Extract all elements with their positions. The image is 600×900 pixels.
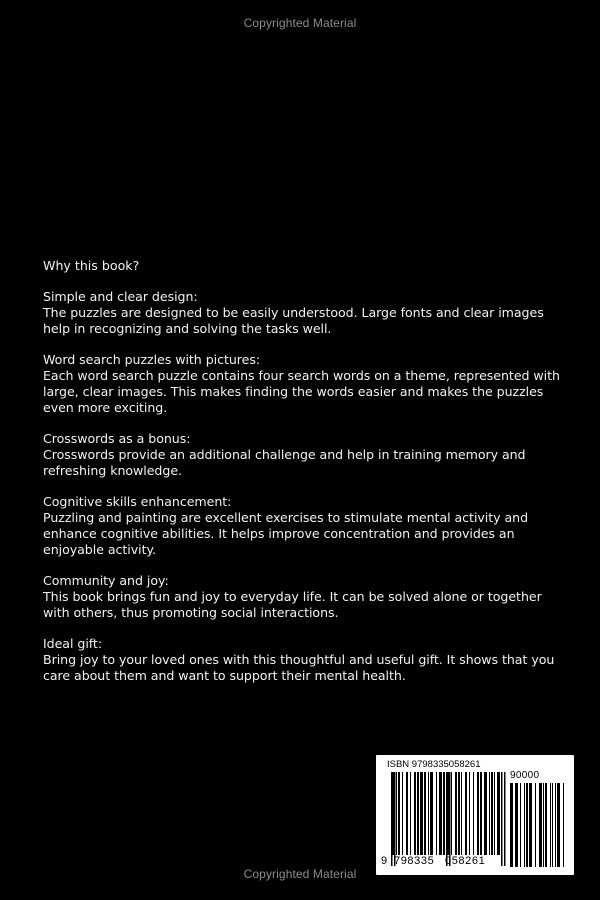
- section-heading: Ideal gift:: [43, 636, 103, 651]
- section-word-search: [43, 352, 563, 416]
- section-heading: Community and joy:: [43, 573, 169, 588]
- copyright-watermark-bottom: Copyrighted Material: [243, 867, 357, 881]
- price-code: 90000: [510, 770, 540, 781]
- back-cover-description: [43, 258, 563, 699]
- section-heading: Cognitive skills enhancement:: [43, 494, 232, 509]
- intro-heading: Why this book?: [43, 258, 140, 273]
- isbn-label: ISBN 9798335058261: [387, 759, 481, 770]
- section-body: Each word search puzzle contains four search words on a theme, represented with large, clear images. This makes finding the words easier and makes the puzzles even more exciting.: [43, 368, 560, 415]
- section-body: Bring joy to your loved ones with this thoughtful and useful gift. It shows that you care about them and want to support their mental health.: [43, 652, 555, 683]
- section-body: Crosswords provide an additional challenge and help in training memory and refreshing knowledge.: [43, 447, 526, 478]
- section-cognitive-skills: [43, 494, 563, 558]
- section-ideal-gift: [43, 636, 563, 684]
- barcode-lead-digit: 9: [381, 855, 388, 867]
- section-crosswords: [43, 431, 563, 479]
- copyright-watermark-top: Copyrighted Material: [243, 16, 357, 30]
- barcode-right-digits: 058261: [445, 855, 486, 867]
- section-simple-design: [43, 289, 563, 337]
- section-body: The puzzles are designed to be easily understood. Large fonts and clear images help in recognizing and solving the tasks well.: [43, 305, 544, 336]
- section-heading: Simple and clear design:: [43, 289, 198, 304]
- section-heading: Crosswords as a bonus:: [43, 431, 191, 446]
- section-body: This book brings fun and joy to everyday life. It can be solved alone or together with others, thus promoting social interactions.: [43, 589, 542, 620]
- section-heading: Word search puzzles with pictures:: [43, 352, 261, 367]
- section-community: [43, 573, 563, 621]
- section-body: Puzzling and painting are excellent exercises to stimulate mental activity and enhance cognitive abilities. It helps improve concentration and provides an enjoyable activity.: [43, 510, 529, 557]
- barcode-left-digits: 798335: [394, 855, 435, 867]
- isbn-barcode: [376, 755, 574, 875]
